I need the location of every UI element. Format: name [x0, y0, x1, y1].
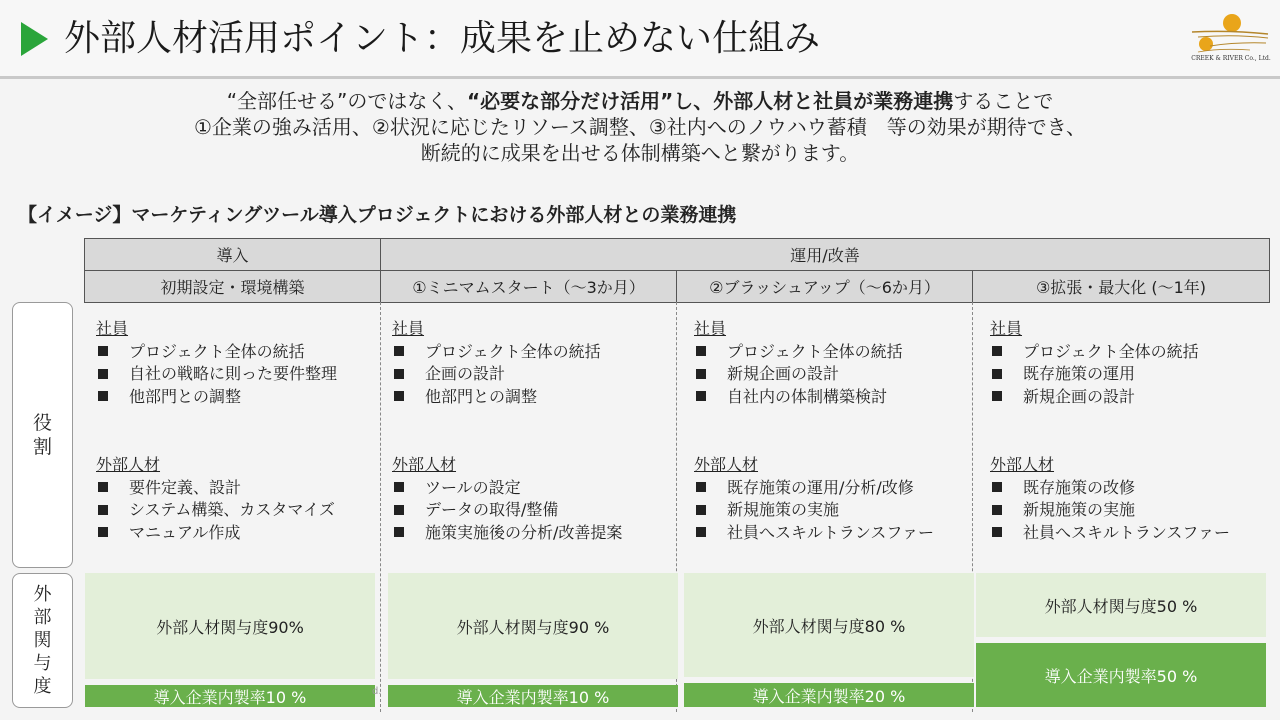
bullet-square-icon: [992, 505, 1002, 515]
bullet-square-icon: [992, 482, 1002, 492]
bullet-text: プロジェクト全体の統括: [727, 341, 903, 361]
internal-production-bar: 導入企業内製率10 %: [388, 685, 678, 707]
spacer: [990, 408, 1230, 454]
spacer: [392, 408, 622, 454]
external-involvement-bar: 外部人材関与度80 %: [684, 573, 974, 677]
bullet-text: 既存施策の改修: [1023, 477, 1136, 497]
external-task: [990, 499, 1230, 522]
bullet-square-icon: [394, 346, 404, 356]
stage-header-3: ②ブラッシュアップ（～6か月）: [676, 270, 973, 303]
external-heading: 外部人材: [694, 455, 759, 474]
external-involvement-bar: 外部人材関与度90%: [85, 573, 375, 679]
employee-task: [392, 363, 622, 386]
bullet-text: 他部門との調整: [129, 386, 242, 406]
phase-header-intro: 導入: [84, 238, 381, 271]
bullet-square-icon: [992, 391, 1002, 401]
external-task: [392, 499, 622, 522]
employee-task: [694, 363, 934, 386]
bullet-text: 既存施策の運用/分析/改修: [727, 477, 914, 497]
bullet-square-icon: [992, 346, 1002, 356]
bullet-square-icon: [98, 482, 108, 492]
spacer: [694, 408, 934, 454]
section-title: 【イメージ】マーケティングツール導入プロジェクトにおける外部人材との業務連携: [18, 204, 737, 226]
bullet-square-icon: [696, 482, 706, 492]
employee-heading: 社員: [392, 319, 425, 338]
bullet-text: 施策実施後の分析/改善提案: [425, 522, 623, 542]
bullet-text: システム構築、カスタマイズ: [129, 500, 335, 519]
bullet-text: 社員へスキルトランスファー: [1023, 522, 1231, 542]
bullet-square-icon: [696, 527, 706, 537]
employee-heading: 社員: [990, 319, 1023, 338]
external-involvement-bar: 外部人材関与度90 %: [388, 573, 678, 679]
internal-production-bar: 導入企業内製率50 %: [976, 643, 1266, 707]
bullet-square-icon: [98, 346, 108, 356]
bullet-square-icon: [394, 391, 404, 401]
employee-task: [990, 363, 1230, 386]
side-label-involvement-char: 与: [33, 653, 52, 674]
external-task: [694, 477, 934, 500]
role-column-2: [392, 318, 622, 544]
side-label-role-char: 役: [32, 412, 52, 434]
bullet-square-icon: [98, 505, 108, 515]
bullet-text: ツールの設定: [425, 477, 521, 497]
external-task: [96, 477, 337, 500]
side-label-involvement: [12, 573, 73, 708]
side-label-involvement-char: 部: [33, 607, 52, 628]
side-label-role-char: 割: [32, 436, 52, 458]
role-column-1: [96, 318, 337, 544]
bullet-text: 企画の設計: [425, 364, 506, 383]
employee-task: [96, 341, 337, 364]
bullet-text: 社員へスキルトランスファー: [727, 522, 935, 542]
bullet-text: 自社内の体制構築検討: [727, 386, 888, 406]
company-logo-text: CREEK & RIVER Co., Ltd.: [1191, 55, 1271, 62]
external-task: [96, 499, 337, 522]
stage-header-4: ③拡張・最大化 (～1年): [972, 270, 1270, 303]
bullet-square-icon: [394, 482, 404, 492]
intro-line-1-a: “全部任せる”のではなく、: [226, 89, 468, 113]
intro-line-2: ①企業の強み活用、②状況に応じたリソース調整、③社内へのノウハウ蓄積 等の効果が期待でき、: [194, 115, 1086, 139]
employee-heading: 社員: [694, 319, 727, 338]
bullet-square-icon: [394, 369, 404, 379]
page-title: 外部人材活用ポイント：成果を止めない仕組み: [64, 18, 821, 59]
employee-task: [96, 386, 337, 409]
bullet-text: 既存施策の運用: [1023, 364, 1136, 383]
employee-task: [392, 386, 622, 409]
employee-heading: 社員: [96, 319, 129, 338]
footer-fragment: d.: [372, 686, 382, 697]
bullet-square-icon: [394, 527, 404, 537]
external-heading: 外部人材: [990, 455, 1055, 474]
employee-task: [694, 341, 934, 364]
role-column-4: [990, 318, 1230, 544]
internal-production-bar: 導入企業内製率10 %: [85, 685, 375, 707]
bullet-square-icon: [98, 391, 108, 401]
bullet-square-icon: [696, 346, 706, 356]
side-label-involvement-char: 外: [33, 584, 52, 605]
bullet-square-icon: [696, 369, 706, 379]
bullet-square-icon: [394, 505, 404, 515]
bullet-square-icon: [696, 391, 706, 401]
bullet-square-icon: [992, 527, 1002, 537]
play-arrow-icon: [21, 22, 48, 56]
side-label-involvement-char: 度: [33, 676, 52, 697]
employee-task: [392, 341, 622, 364]
column-divider: [380, 302, 381, 712]
bullet-text: 新規施策の実施: [727, 500, 840, 519]
bullet-text: 新規企画の設計: [727, 364, 840, 383]
bullet-text: マニュアル作成: [129, 522, 241, 542]
bullet-square-icon: [696, 505, 706, 515]
external-involvement-bar: 外部人材関与度50 %: [976, 573, 1266, 637]
side-label-role: [12, 302, 73, 568]
spacer: [96, 408, 337, 454]
external-heading: 外部人材: [96, 455, 161, 474]
intro-text: [100, 88, 1180, 166]
intro-line-1-emphasis: “必要な部分だけ活用”し、外部人材と社員が業務連携: [467, 89, 954, 113]
side-label-involvement-char: 関: [33, 630, 52, 651]
stage-header-2: ①ミニマムスタート（～3か月）: [380, 270, 677, 303]
phase-header-operations: 運用/改善: [380, 238, 1270, 271]
external-task: [694, 499, 934, 522]
intro-line-1-c: することで: [953, 89, 1054, 113]
employee-task: [96, 363, 337, 386]
bullet-text: 要件定義、設計: [129, 477, 242, 497]
external-heading: 外部人材: [392, 455, 457, 474]
bullet-text: プロジェクト全体の統括: [129, 341, 305, 361]
external-task: [392, 477, 622, 500]
bullet-square-icon: [98, 527, 108, 537]
external-task: [990, 477, 1230, 500]
bullet-text: 新規施策の実施: [1023, 500, 1136, 519]
employee-task: [990, 341, 1230, 364]
bullet-text: プロジェクト全体の統括: [1023, 341, 1199, 361]
external-task: [694, 522, 934, 545]
bullet-text: 新規企画の設計: [1023, 386, 1136, 406]
employee-task: [694, 386, 934, 409]
bullet-text: 他部門との調整: [425, 386, 538, 406]
bullet-text: プロジェクト全体の統括: [425, 341, 601, 361]
external-task: [392, 522, 622, 545]
bullet-text: データの取得/整備: [425, 500, 559, 519]
role-column-3: [694, 318, 934, 544]
bullet-square-icon: [992, 369, 1002, 379]
internal-production-bar: 導入企業内製率20 %: [684, 683, 974, 707]
bullet-square-icon: [98, 369, 108, 379]
stage-header-1: 初期設定・環境構築: [84, 270, 381, 303]
employee-task: [990, 386, 1230, 409]
header-divider: [0, 76, 1280, 79]
intro-line-3: 断続的に成果を出せる体制構築へと繋がります。: [420, 141, 860, 165]
external-task: [96, 522, 337, 545]
intro-line-1: [100, 88, 1180, 114]
external-task: [990, 522, 1230, 545]
bullet-text: 自社の戦略に則った要件整理: [129, 364, 338, 383]
